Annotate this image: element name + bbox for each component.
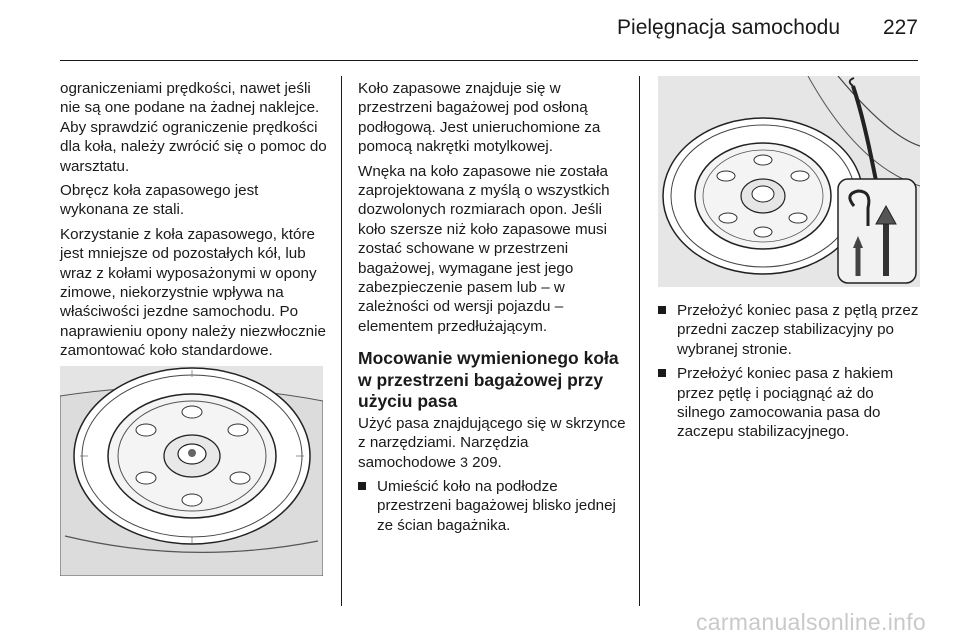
list-item <box>658 364 926 442</box>
page-header-title: Pielęgnacja samochodu <box>617 16 840 39</box>
page-reference: 209. <box>467 453 502 471</box>
spare-wheel-illustration <box>60 366 323 576</box>
column-1 <box>60 79 328 366</box>
column-3 <box>658 296 926 447</box>
list-item-text: Przełożyć koniec pasa z hakiem przez pętlę i pociągnąć aż do silnego zamocowania pasa do zaczepu stabilizacyjnego. <box>677 365 894 441</box>
bullet-square-icon <box>358 482 366 490</box>
paragraph <box>358 414 626 472</box>
column-2 <box>358 79 626 540</box>
paragraph-text: Użyć pasa znajdującego się w skrzynce z narzędziami. Narzędzia samochodowe <box>358 414 626 471</box>
strap-fastening-drawing <box>658 76 920 287</box>
section-heading: Mocowanie wymienionego koła w przestrzeni bagażowej przy użyciu pasa <box>358 348 619 412</box>
spare-wheel-drawing <box>60 366 323 576</box>
strap-fastening-illustration <box>658 76 920 287</box>
page-reference-icon: 3 <box>460 453 468 470</box>
header-rule <box>60 60 918 61</box>
bullet-square-icon <box>658 306 666 314</box>
paragraph: Koło zapasowe znajduje się w przestrzeni bagażowej pod osłoną podłogową. Jest unieruchomione za pomocą nakrętki motylkowej. <box>358 80 601 156</box>
list-item <box>358 477 626 535</box>
column-divider-1 <box>341 76 342 606</box>
paragraph: Wnęka na koło zapasowe nie została zaprojektowana z myślą o wszystkich dozwolonych rozmiarach opon. Jeśli koło szersze niż koło zapasowe musi zostać schowane w przestrzeni bagażowej, wymagane jest jego zabezpieczenie pasem lub – w zależności od wersji pojazdu – elementem przedłużającym. <box>358 162 610 335</box>
list-item <box>658 301 926 359</box>
page-number: 227 <box>882 16 918 39</box>
bullet-square-icon <box>658 369 666 377</box>
paragraph: Obręcz koła zapasowego jest wykonana ze stali. <box>60 182 259 219</box>
paragraph: Korzystanie z koła zapasowego, które jest mniejsze od pozostałych kół, lub wraz z kołami wyposażonymi w opony zimowe, niekorzystnie wpływa na właściwości jezdne samochodu. Po naprawieniu opony należy niezwłocznie zamontować koło standardowe. <box>60 225 326 360</box>
paragraph: ograniczeniami prędkości, nawet jeśli nie są one podane na żadnej naklejce. Aby sprawdzić ograniczenie prędkości dla koła, należy zwrócić się o pomoc do warsztatu. <box>60 80 327 175</box>
watermark: carmanualsonline.info <box>695 609 926 635</box>
list-item-text: Przełożyć koniec pasa z pętlą przez przedni zaczep stabilizacyjny po wybranej stronie. <box>677 302 919 358</box>
list-item-text: Umieścić koło na podłodze przestrzeni bagażowej blisko jednej ze ścian bagażnika. <box>377 478 616 534</box>
column-divider-2 <box>639 76 640 606</box>
